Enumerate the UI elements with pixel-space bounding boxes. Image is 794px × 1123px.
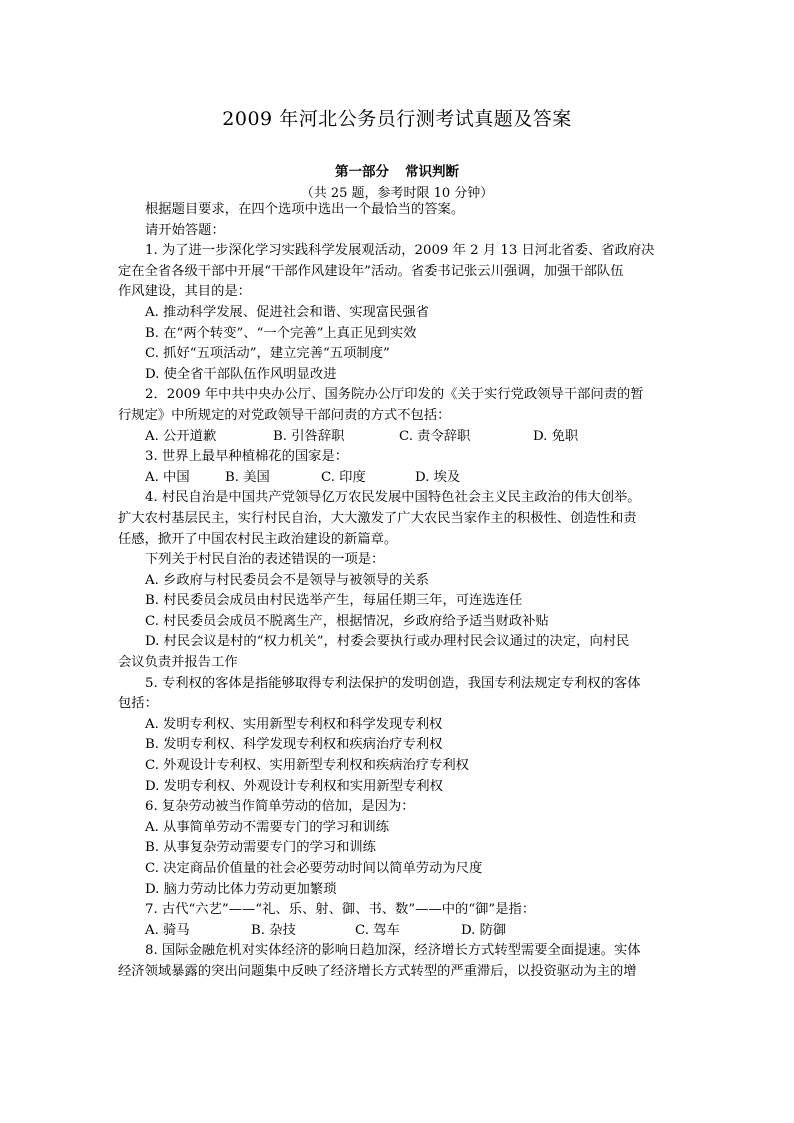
section-note: （共 25 题，参考时限 10 分钟）: [300, 186, 494, 201]
q6-option-d: D. 脑力劳动比体力劳动更加繁琐: [145, 881, 337, 897]
q4-stem-line: 扩大农村基层民主，实行村民自治，大大激发了广大农民当家作主的积极性、创造性和责: [118, 510, 637, 526]
q8-stem-line: 经济领域暴露的突出问题集中反映了经济增长方式转型的严重滞后，以投资驱动为主的增: [118, 963, 637, 979]
q6-option-b: B. 从事复杂劳动需要专门的学习和训练: [145, 840, 376, 856]
q4-option-d: D. 村民会议是村的“权力机关”，村委会要执行或办理村民会议通过的决定，向村民: [145, 634, 630, 650]
document-body: [118, 200, 678, 983]
q6-option-c: C. 决定商品价值量的社会必要劳动时间以简单劳动为尺度: [145, 861, 483, 876]
q2-option-a: A. 公开道歉: [145, 428, 217, 444]
q7-options: [118, 921, 678, 942]
section-name: 常识判断: [405, 164, 459, 180]
q4-option-d-continued: 会议负责并报告工作: [118, 655, 238, 671]
q5-option-a: A. 发明专利权、实用新型专利权和科学发现专利权: [145, 716, 443, 732]
section-heading: [0, 160, 794, 180]
q2-stem-line: 行规定》中所规定的对党政领导干部问责的方式不包括：: [118, 407, 451, 423]
q7-option-a: A. 骑马: [145, 922, 190, 938]
q8-stem-line: 8. 国际金融危机对实体经济的影响日趋加深，经济增长方式转型需要全面提速。实体: [145, 943, 641, 959]
q7-option-d: D. 防御: [461, 922, 507, 938]
q5-stem-line: 包括：: [118, 696, 158, 712]
q4-option-a: A. 乡政府与村民委员会不是领导与被领导的关系: [145, 572, 429, 588]
q2-option-d: D. 免职: [533, 428, 579, 444]
q4-stem-line: 4. 村民自治是中国共产党领导亿万农民发展中国特色社会主义民主政治的伟大创举。: [145, 490, 641, 506]
q5-option-d: D. 发明专利权、外观设计专利权和实用新型专利权: [145, 778, 443, 794]
q2-options: [118, 427, 678, 448]
q6-stem: 6. 复杂劳动被当作简单劳动的倍加，是因为：: [145, 799, 415, 815]
q5-option-c: C. 外观设计专利权、实用新型专利权和疾病治疗专利权: [145, 758, 469, 774]
q1-stem-line: 作风建设，其目的是：: [118, 284, 251, 300]
instruction: 根据题目要求，在四个选项中选出一个最恰当的答案。: [145, 202, 465, 217]
q2-stem-line: 2．2009 年中共中央办公厅、国务院办公厅印发的《关于实行党政领导干部问责的暂: [145, 387, 644, 403]
q5-stem-line: 5. 专利权的客体是指能够取得专利法保护的发明创造，我国专利法规定专利权的客体: [145, 675, 641, 691]
q1-stem-line: 1. 为了进一步深化学习实践科学发展观活动，2009 年 2 月 13 日河北省委、省政府决: [145, 243, 655, 259]
q3-option-b: B. 美国: [225, 469, 270, 485]
q7-option-b: B. 杂技: [251, 922, 296, 938]
q3-option-c: C. 印度: [321, 469, 366, 485]
q3-stem: 3. 世界上最早种植棉花的国家是：: [145, 449, 349, 465]
q4-stem-line: 任感，掀开了中国农村民主政治建设的新篇章。: [118, 531, 398, 547]
q1-option-d: D. 使全省干部队伍作风明显改进: [145, 366, 337, 382]
q2-option-b: B. 引咎辞职: [273, 428, 345, 444]
q5-option-b: B. 发明专利权、科学发现专利权和疾病治疗专利权: [145, 737, 443, 753]
section-part: 第一部分: [335, 164, 389, 180]
start-prompt: 请开始答题：: [145, 222, 225, 238]
q1-option-c: C. 抓好“五项活动”，建立完善“五项制度”: [145, 346, 390, 362]
q1-option-b: B. 在“两个转变”、“一个完善”上真正见到实效: [145, 325, 417, 341]
document-title: 2009 年河北公务员行测考试真题及答案: [222, 108, 572, 130]
q3-option-a: A. 中国: [145, 469, 190, 485]
q7-option-c: C. 驾车: [355, 922, 400, 938]
q7-stem: 7. 古代“六艺”——“礼、乐、射、御、书、数”——中的“御”是指：: [145, 902, 536, 918]
q1-stem-line: 定在全省各级干部中开展“干部作风建设年”活动。省委书记张云川强调，加强干部队伍: [118, 263, 624, 279]
q4-option-c: C. 村民委员会成员不脱离生产，根据情况，乡政府给予适当财政补贴: [145, 613, 549, 629]
q4-stem-line: 下列关于村民自治的表述错误的一项是：: [145, 552, 385, 568]
q2-option-c: C. 责令辞职: [399, 428, 471, 444]
q4-option-b: B. 村民委员会成员由村民选举产生，每届任期三年，可连选连任: [145, 593, 523, 609]
q6-option-a: A. 从事简单劳动不需要专门的学习和训练: [145, 819, 390, 835]
q3-option-d: D. 埃及: [415, 469, 461, 485]
q3-options: [118, 468, 678, 489]
q1-option-a: A. 推动科学发展、促进社会和谐、实现富民强省: [145, 304, 429, 320]
